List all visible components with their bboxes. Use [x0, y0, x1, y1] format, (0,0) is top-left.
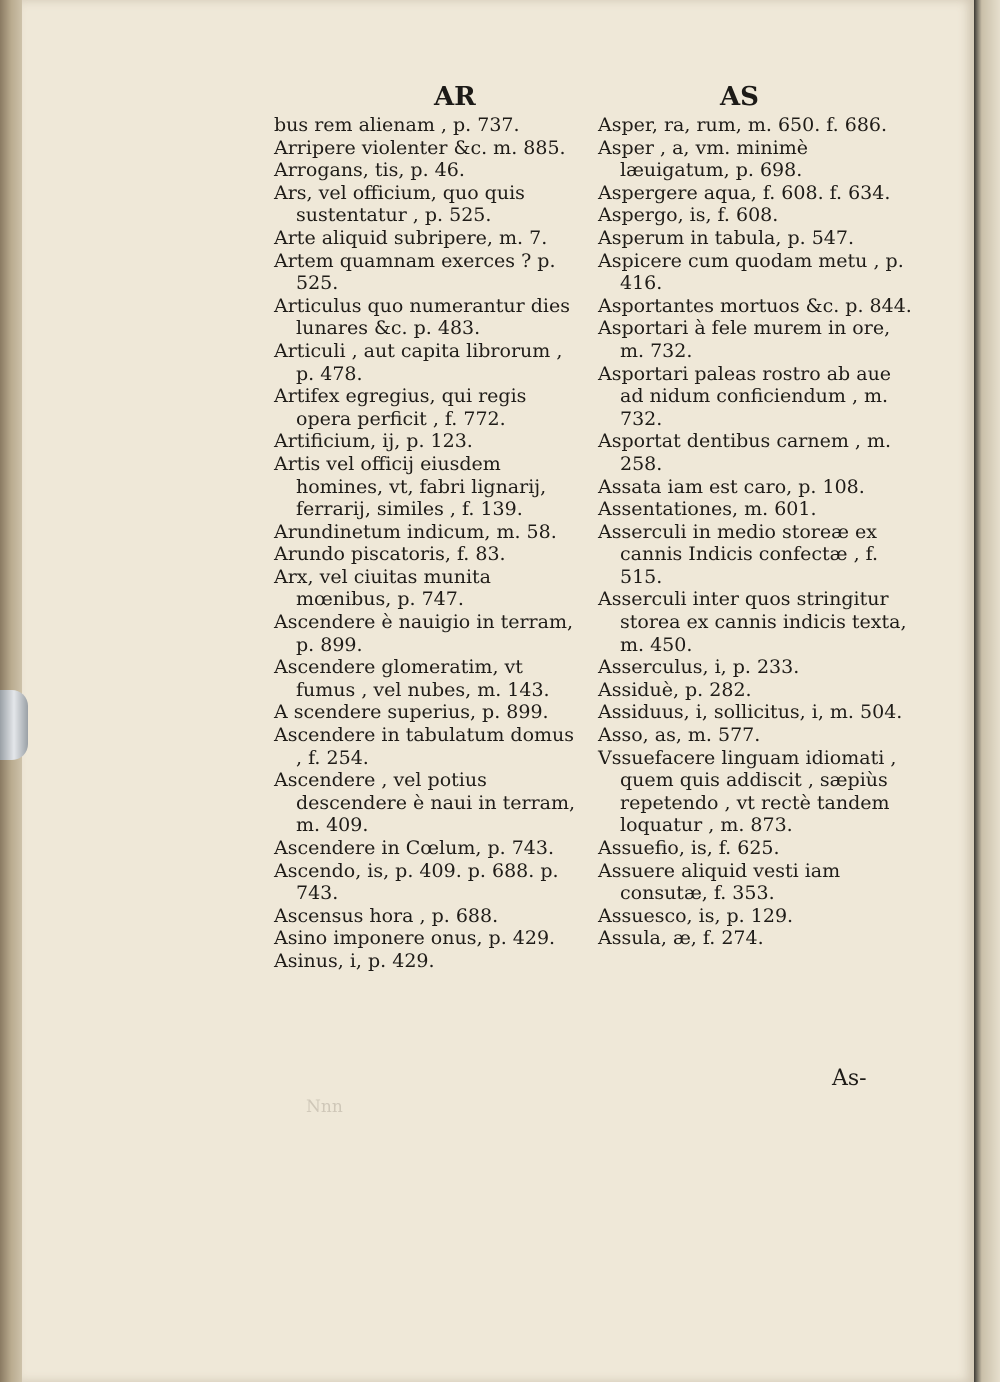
index-entry: Vssuefacere linguam idiomati , quem quis addiscit , sæpiùs repetendo , vt rectè tandem loquatur , m. 873. [598, 746, 897, 837]
index-entry: Articuli , aut capita librorum , p. 478. [274, 339, 563, 385]
index-entry: Artis vel officij eiusdem homines, vt, fabri lignarij, ferrarij, similes , f. 139. [274, 452, 547, 521]
index-entry: Asso, as, m. 577. [598, 724, 761, 747]
index-entry: Assiduè, p. 282. [598, 678, 752, 701]
index-entry: Articulus quo numerantur dies lunares &c. p. 483. [274, 294, 570, 340]
index-entry: Asinus, i, p. 429. [274, 949, 435, 972]
index-entry: Arte aliquid subripere, m. 7. [274, 226, 548, 249]
index-entry: Assata iam est caro, p. 108. [598, 475, 865, 498]
index-entry: Assentationes, m. 601. [598, 498, 817, 521]
facing-page-edge [974, 0, 1000, 1382]
index-entry: Arripere violenter &c. m. 885. [274, 136, 566, 159]
index-entry: Ascensus hora , p. 688. [274, 904, 499, 927]
index-entry: Artifex egregius, qui regis opera perficit , f. 772. [274, 385, 527, 430]
index-entry: Asper, ra, rum, m. 650. f. 686. [598, 114, 888, 136]
index-entry: Aspergo, is, f. 608. [598, 204, 779, 227]
index-entry: Asperum in tabula, p. 547. [598, 226, 854, 249]
bleed-through-text: Nnn [306, 1097, 343, 1117]
index-entry: Asportantes mortuos &c. p. 844. [598, 294, 912, 317]
index-entry: bus rem alienam , p. 737. [274, 114, 520, 136]
index-column-right [598, 114, 912, 950]
index-entry: Asino imponere onus, p. 429. [274, 927, 556, 950]
binding-clip [0, 690, 28, 760]
index-entry: Assuesco, is, p. 129. [598, 904, 794, 927]
running-head-left: AR [434, 82, 476, 112]
index-entry: Ascendo, is, p. 409. p. 688. p. 743. [274, 859, 559, 905]
index-entry: A scendere superius, p. 899. [274, 701, 549, 724]
index-entry: Asportari à fele murem in ore, m. 732. [598, 317, 891, 362]
index-entry: Arundinetum indicum, m. 58. [274, 520, 557, 543]
index-entry: Asserculi in medio storeæ ex cannis Indicis confectæ , f. 515. [598, 520, 879, 588]
index-entry: Ascendere glomeratim, vt fumus , vel nubes, m. 143. [274, 656, 550, 701]
index-entry: Arundo piscatoris, f. 83. [274, 543, 506, 566]
index-entry: Artem quamnam exerces ? p. 525. [274, 249, 556, 295]
catchword: As- [832, 1066, 867, 1091]
index-entry: Aspicere cum quodam metu , p. 416. [598, 249, 904, 295]
index-entry: Asserculus, i, p. 233. [598, 656, 800, 679]
index-entry: Assuere aliquid vesti iam consutæ, f. 353. [598, 859, 841, 905]
index-entry: Artificium, ij, p. 123. [274, 430, 473, 453]
index-entry: Ars, vel officium, quo quis sustentatur , p. 525. [274, 181, 525, 227]
index-entry: Assuefio, is, f. 625. [598, 837, 780, 859]
index-entry: Arx, vel ciuitas munita mœnibus, p. 747. [274, 565, 492, 611]
index-entry: Aspergere aqua, f. 608. f. 634. [598, 181, 891, 204]
running-head-right: AS [720, 82, 759, 112]
index-entry: Asportari paleas rostro ab aue ad nidum conficiendum , m. 732. [598, 362, 892, 430]
index-entry: Ascendere , vel potius descendere è naui in terram, m. 409. [274, 769, 576, 837]
index-entry: Ascendere è nauigio in terram, p. 899. [274, 611, 574, 656]
index-entry: Asper , a, vm. minimè læuigatum, p. 698. [598, 136, 808, 182]
index-entry: Assiduus, i, sollicitus, i, m. 504. [598, 701, 903, 724]
index-entry: Ascendere in tabulatum domus , f. 254. [274, 724, 575, 769]
index-entry: Assula, æ, f. 274. [598, 927, 764, 950]
index-entry: Arrogans, tis, p. 46. [274, 159, 465, 182]
index-column-left [274, 114, 584, 973]
index-entry: Asportat dentibus carnem , m. 258. [598, 430, 892, 475]
index-entry: Asserculi inter quos stringitur storea ex cannis indicis texta, m. 450. [598, 588, 907, 656]
index-entry: Ascendere in Cœlum, p. 743. [274, 837, 554, 859]
